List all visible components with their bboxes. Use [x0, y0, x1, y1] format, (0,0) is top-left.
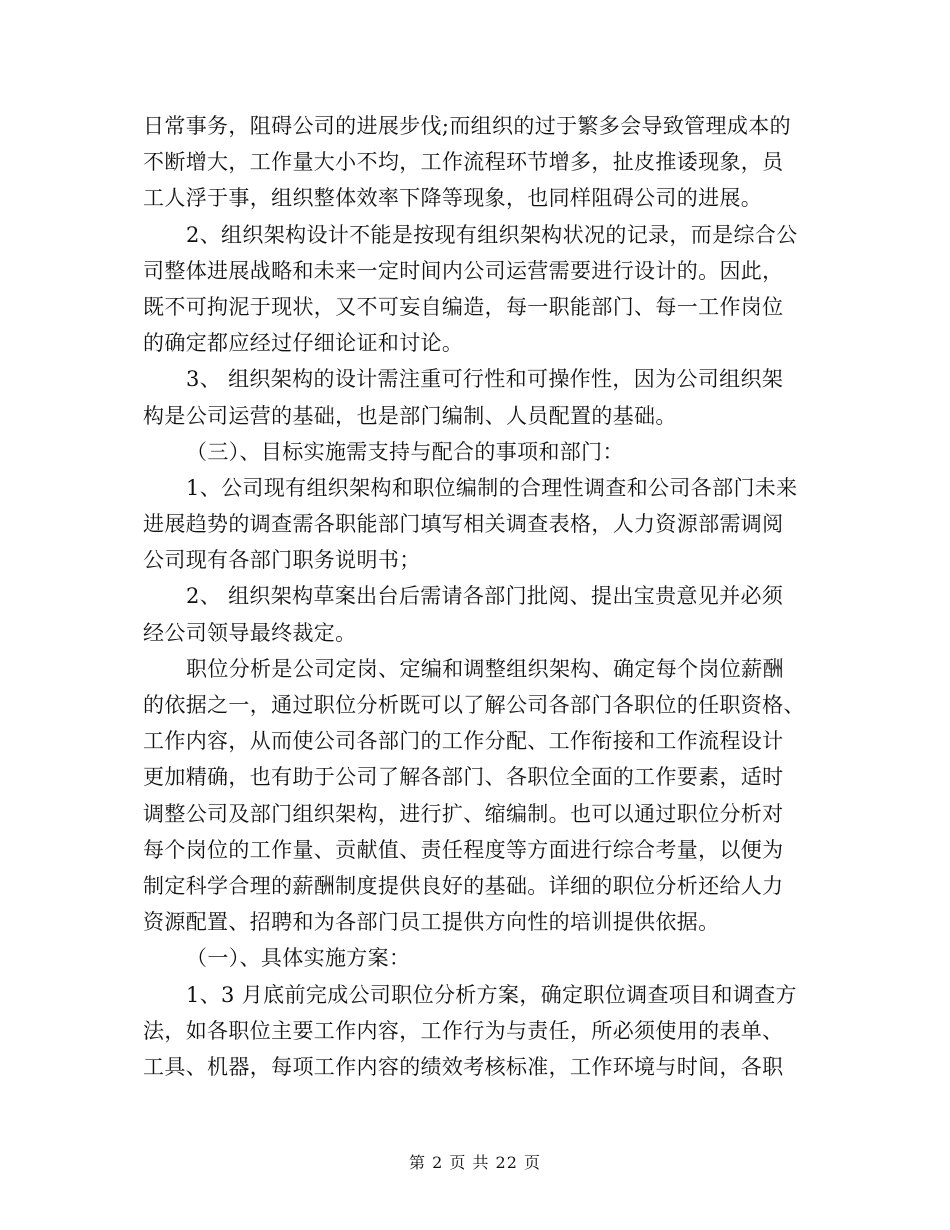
text-line: 2、 组织架构草案出台后需请各部门批阅、提出宝贵意见并必须	[186, 584, 784, 609]
page-number-footer: 第 2 页 共 22 页	[409, 1153, 541, 1172]
text-line: 的确定都应经过仔细论证和讨论。	[143, 331, 464, 356]
text-line: 构是公司运营的基础，也是部门编制、人员配置的基础。	[143, 403, 677, 428]
text-line: 资源配置、招聘和为各部门员工提供方向性的培训提供依据。	[143, 910, 720, 935]
text-line: 每个岗位的工作量、贡献值、责任程度等方面进行综合考量，以便为	[143, 837, 784, 862]
text-line: 进展趋势的调查需各职能部门填写相关调查表格，人力资源部需调阅	[143, 512, 784, 537]
text-line: 调整公司及部门组织架构，进行扩、缩编制。也可以通过职位分析对	[143, 801, 784, 826]
text-line: 1、公司现有组织架构和职位编制的合理性调查和公司各部门未来	[186, 475, 798, 500]
text-line: 工人浮于事，组织整体效率下降等现象，也同样阻碍公司的进展。	[143, 186, 763, 211]
text-line: 司整体进展战略和未来一定时间内公司运营需要进行设计的。因此，	[143, 258, 784, 283]
text-line: 法，如各职位主要工作内容，工作行为与责任，所必须使用的表单、	[143, 1018, 784, 1043]
text-line: 职位分析是公司定岗、定编和调整组织架构、确定每个岗位薪酬	[186, 656, 784, 681]
text-line: 既不可拘泥于现状，又不可妄自编造，每一职能部门、每一工作岗位	[143, 294, 784, 319]
text-line: 2、组织架构设计不能是按现有组织架构状况的记录，而是综合公	[186, 222, 798, 247]
text-line: 经公司领导最终裁定。	[143, 620, 357, 645]
text-line: 不断增大，工作量大小不均，工作流程环节增多，扯皮推诿现象，员	[143, 150, 784, 175]
text-line: 制定科学合理的薪酬制度提供良好的基础。详细的职位分析还给人力	[143, 873, 784, 898]
text-line: 公司现有各部门职务说明书；	[143, 548, 421, 573]
text-line: 更加精确，也有助于公司了解各部门、各职位全面的工作要素，适时	[143, 765, 784, 790]
text-line: 的依据之一，通过职位分析既可以了解公司各部门各职位的任职资格、	[143, 693, 805, 717]
text-line: 日常事务，阻碍公司的进展步伐;而组织的过于繁多会导致管理成本的	[143, 114, 791, 138]
text-line: 3、 组织架构的设计需注重可行性和可操作性，因为公司组织架	[186, 367, 784, 392]
document-body	[143, 108, 811, 1085]
text-line: （一）、具体实施方案：	[186, 946, 411, 971]
text-line: （三）、目标实施需支持与配合的事项和部门：	[186, 439, 624, 464]
text-line: 1、3 月底前完成公司职位分析方案，确定职位调查项目和调查方	[186, 982, 797, 1007]
text-line: 工具、机器，每项工作内容的绩效考核标准，工作环境与时间，各职	[143, 1054, 784, 1079]
text-line: 工作内容，从而使公司各部门的工作分配、工作衔接和工作流程设计	[143, 729, 784, 754]
